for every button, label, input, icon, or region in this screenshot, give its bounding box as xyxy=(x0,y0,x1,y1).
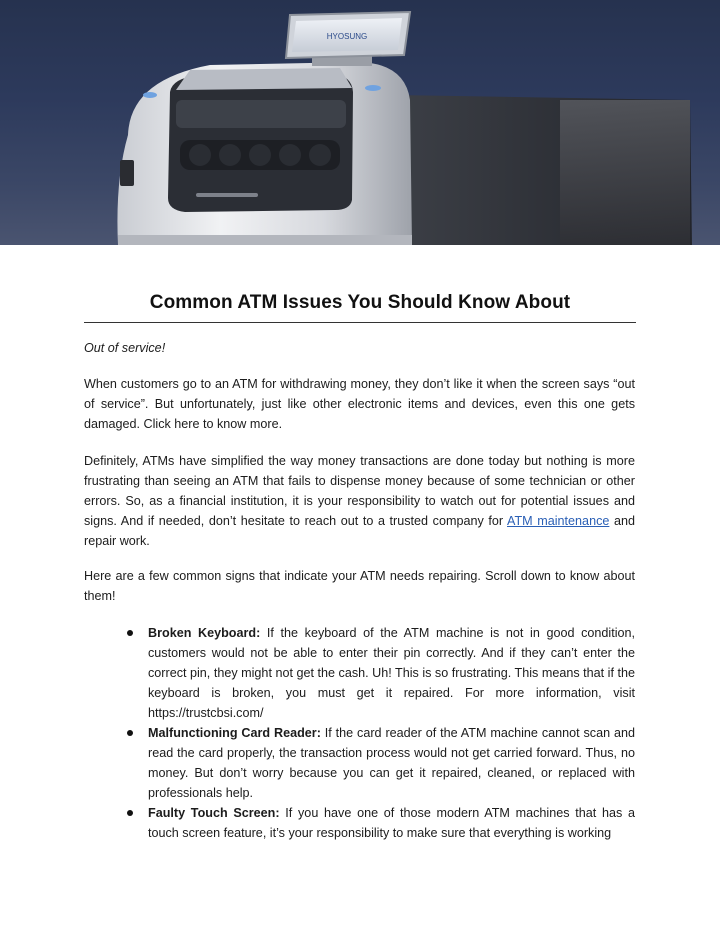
list-item xyxy=(127,623,635,723)
bullet-heading: Faulty Touch Screen: xyxy=(148,806,280,820)
list-item xyxy=(127,723,635,803)
bullet-icon xyxy=(127,730,133,736)
atm-maintenance-link[interactable]: ATM maintenance xyxy=(507,514,610,528)
bullet-text: If the keyboard of the ATM machine is not in good condition, customers would not be able to enter their pin correctly. And if they can’t enter the correct pin, they might not get the cash. Uh! This is so frustrating. This means that if the keyboard is broken, you must get it repaired. For more information, visit https://trustcbsi.com/ xyxy=(148,626,635,720)
paragraph-2-text-a: Definitely, ATMs have simplified the way money transactions are done today but nothing is more frustrating than seeing an ATM that fails to dispense money because of some technician or other errors. So, as a financial institution, it is your responsibility to watch out for potential issues and signs. And if needed, don’t hesitate to reach out to a trusted company for xyxy=(84,454,635,528)
list-item xyxy=(127,803,635,843)
paragraph-1: When customers go to an ATM for withdrawing money, they don’t like it when the screen says “out of service”. But unfortunately, just like other electronic items and devices, even this one gets damaged. Click here to know more. xyxy=(84,377,635,431)
title-divider xyxy=(84,322,636,323)
bullet-icon xyxy=(127,810,133,816)
atm-illustration xyxy=(0,0,720,245)
article-title: Common ATM Issues You Should Know About xyxy=(149,292,571,313)
bullet-icon xyxy=(127,630,133,636)
bullet-heading: Malfunctioning Card Reader: xyxy=(148,726,321,740)
bullet-text: If the card reader of the ATM machine cannot scan and read the card properly, the transaction process would not get carried forward. Thus, no money. But don’t worry because you can get it repaired, cleaned, or replaced with professionals help. xyxy=(148,726,636,800)
issue-list xyxy=(127,623,635,843)
paragraph-3: Here are a few common signs that indicate your ATM needs repairing. Scroll down to know about them! xyxy=(84,569,635,603)
hero-image xyxy=(0,0,720,245)
paragraph-2-text-b: and repair work. xyxy=(84,514,635,548)
bullet-text: If you have one of those modern ATM machines that has a touch screen feature, it’s your responsibility to make sure that everything is working xyxy=(148,806,636,840)
article-subtitle: Out of service! xyxy=(84,341,166,355)
brand-logo-text: HYOSUNG xyxy=(326,32,368,41)
paragraph-2 xyxy=(84,451,635,551)
bullet-heading: Broken Keyboard: xyxy=(148,626,261,640)
